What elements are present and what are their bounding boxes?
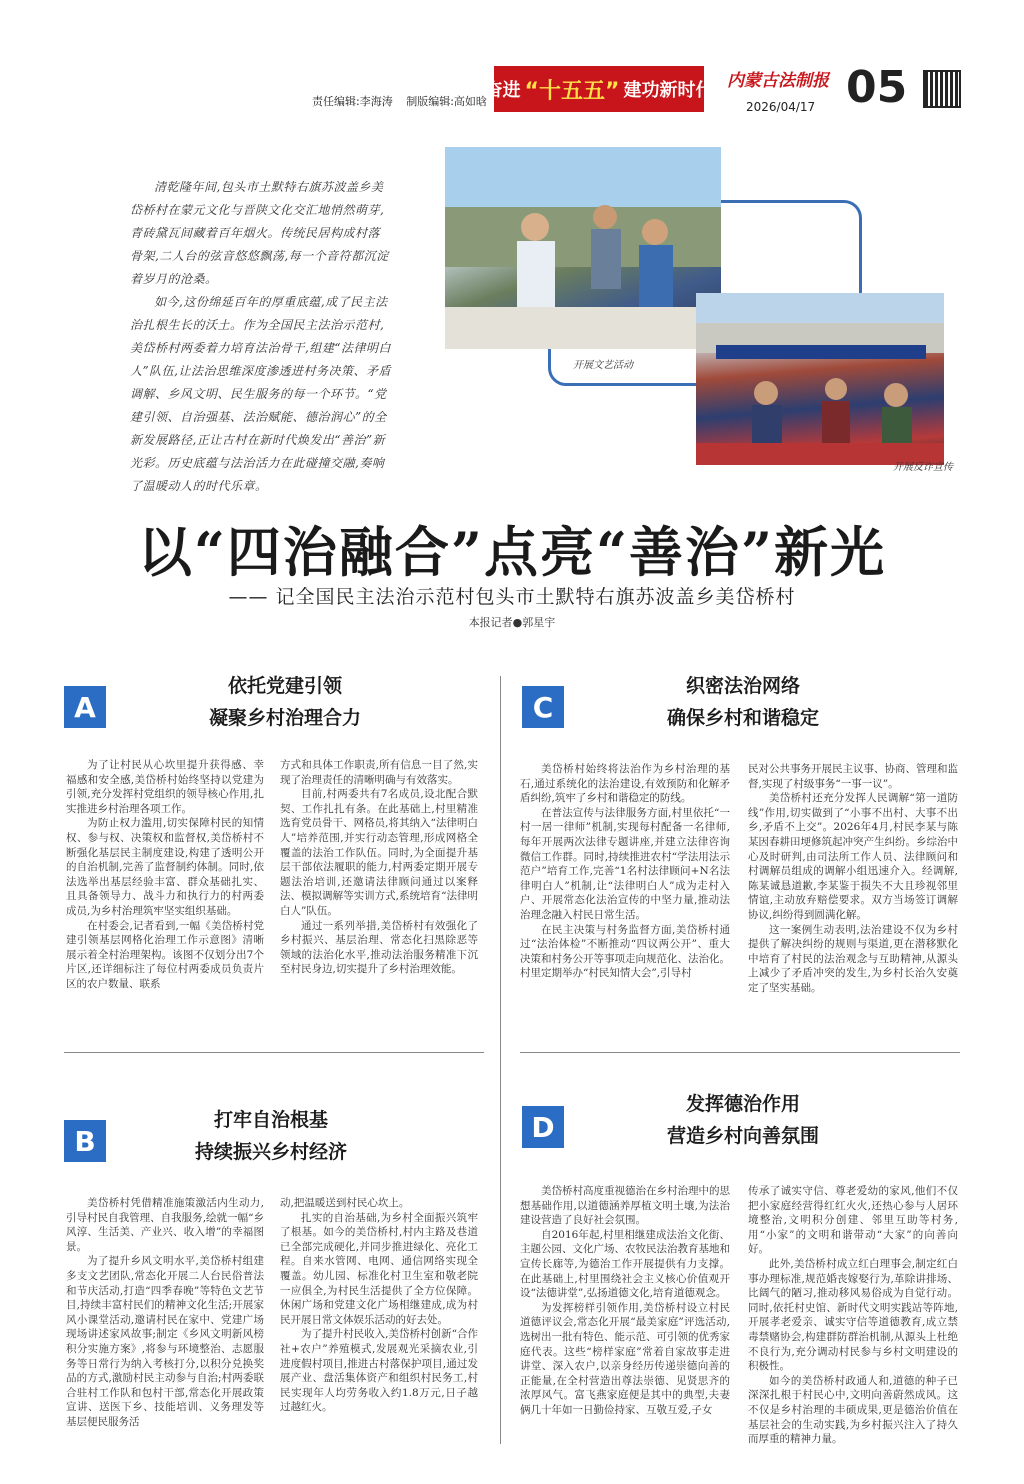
section-b-badge: B bbox=[64, 1120, 106, 1162]
paragraph: 扎实的自治基础,为乡村全面振兴筑牢了根基。如今的美岱桥村,村内主路及巷道已全部完成硬化,并同步推进绿化、亮化工程。自来水管网、电网、通信网络实现全覆盖。幼儿园、标准化村卫生室和敬老院一应俱全,为村民生活提供了全方位保障。休闲广场和党建文化广场相继建成,成为村民开展日常文体娱乐活动的好去处。 bbox=[280, 1211, 478, 1326]
qr-code-icon bbox=[923, 70, 961, 108]
section-a-title bbox=[130, 670, 440, 734]
section-c-column-1 bbox=[520, 762, 730, 981]
paragraph: 传承了诚实守信、尊老爱幼的家风,他们不仅把小家庭经营得红红火火,还热心参与人居环境整治,文明积分创建、邻里互助等村务,用“小家”的文明和谐带动“大家”的向善向好。 bbox=[748, 1185, 958, 1256]
section-d-badge: D bbox=[522, 1106, 564, 1148]
section-b-title bbox=[116, 1104, 426, 1168]
section-d-column-2 bbox=[748, 1184, 958, 1447]
section-divider bbox=[64, 1052, 484, 1053]
section-a-column-2 bbox=[280, 758, 478, 977]
section-title-line: 打牢自治根基 bbox=[213, 1109, 328, 1131]
paragraph: 为防止权力滥用,切实保障村民的知情权、参与权、决策权和监督权,美岱桥村不断强化基层民主制度建设,构建了透明公开的自治机制,完善了监督制约体制。同时,依法选举出基层经验丰富、群众基础扎实、且具备领导力、战斗力和执行力的村两委成员,为乡村治理筑牢坚实组织基础。 bbox=[66, 817, 264, 917]
paragraph: 如今的美岱桥村政通人和,道德的种子已深深扎根于村民心中,文明向善蔚然成风。这不仅是乡村治理的丰硕成果,更是德治价值在基层社会的生动实践,为乡村振兴注入了持久而厚重的精神力量。 bbox=[748, 1374, 958, 1446]
photo-cultural-activity bbox=[445, 147, 721, 349]
column-divider bbox=[500, 676, 501, 1444]
section-a-badge: A bbox=[64, 686, 106, 728]
theme-banner bbox=[484, 66, 714, 112]
intro-paragraph: 清乾隆年间,包头市土默特右旗苏波盖乡美岱桥村在蒙元文化与晋陕文化交汇地悄然萌芽,青砖黛瓦间藏着百年烟火。传统民居构成村落骨架,二人台的弦音悠悠飘荡,每一个音符都沉淀着岁月的沧桑。 bbox=[130, 180, 389, 286]
section-c-badge: C bbox=[522, 686, 564, 728]
intro-paragraph: 如今,这份绵延百年的厚重底蕴,成了民主法治扎根生长的沃土。作为全国民主法治示范村,美岱桥村两委着力培育法治骨干,组建“法律明白人”队伍,让法治思维深度渗透进村务决策、矛盾调解、乡风文明、民生服务的每一个环节。“党建引领、自治强基、法治赋能、德治润心”的全新发展路径,正让古村在新时代焕发出“善治”新光彩。历史底蕴与法治活力在此碰撞交融,奏响了温暖动人的时代乐章。 bbox=[130, 295, 391, 493]
paragraph: 为发挥榜样引领作用,美岱桥村设立村民道德评议会,常态化开展“最美家庭”评选活动,选树出一批有特色、能示范、可引领的优秀家庭代表。这些“榜样家庭”常着自家故事走进讲堂、深入农户,以亲身经历传递崇德向善的正能量,在全村营造出尊法崇德、见贤思齐的浓厚风气。富飞燕家庭便是其中的典型,夫妻俩几十年如一日勤俭持家、互敬互爱,子女 bbox=[520, 1301, 730, 1416]
section-title-line: 发挥德治作用 bbox=[685, 1093, 800, 1115]
paragraph: 民对公共事务开展民主议事、协商、管理和监督,实现了村级事务“一事一议”。 bbox=[748, 763, 958, 790]
paragraph: 美岱桥村凭借精准施策激活内生动力,引导村民自我管理、自我服务,绘就一幅“乡风淳、生活美、产业兴、收入增”的幸福图景。 bbox=[66, 1197, 264, 1253]
issue-date: 2026/04/17 bbox=[746, 100, 816, 114]
layout-editor: 制版编辑:高如晗 bbox=[406, 95, 487, 108]
photo-anti-fraud-image bbox=[696, 293, 944, 465]
banner-pre: 奋进 bbox=[484, 80, 521, 101]
paragraph: 动,把温暖送到村民心坎上。 bbox=[280, 1197, 410, 1209]
paragraph: 方式和具体工作职责,所有信息一目了然,实现了治理责任的清晰明确与有效落实。 bbox=[280, 759, 478, 786]
section-title-line: 营造乡村向善氛围 bbox=[666, 1125, 819, 1147]
paragraph: 为了提升乡风文明水平,美岱桥村组建多支文艺团队,常态化开展二人台民俗普法和节庆活动,打造“四季春晚”等特色文艺节目,持续丰富村民们的精神文化生活;开展家风小课堂活动,邀请村民在家中、党建广场现场讲述家风故事;制定《乡风文明新风榜积分实施方案》,将参与环境整治、志愿服务等日常行为纳入考核打分,以积分兑换奖品的方式,激励村民主动参与自治;村两委联合驻村工作队和包村干部,常态化开展政策宣讲、送医下乡、技能培训、义务理发等基层便民服务活 bbox=[66, 1255, 264, 1428]
newspaper-logo: 内蒙古法制报 bbox=[727, 71, 829, 91]
section-b-column-2 bbox=[280, 1196, 478, 1415]
paragraph: 在村委会,记者看到,一幅《美岱桥村党建引领基层网格化治理工作示意图》清晰展示着全村治理架构。该图不仅划分出7个片区,还详细标注了每位村两委成员负责片区的农户数量、联系 bbox=[66, 919, 264, 990]
banner-post: 建功新时代 bbox=[623, 80, 714, 101]
intro-text bbox=[130, 176, 392, 498]
section-d-title bbox=[588, 1088, 898, 1152]
paragraph: 美岱桥村始终将法治作为乡村治理的基石,通过系统化的法治建设,有效预防和化解矛盾纠纷,筑牢了乡村和谐稳定的防线。 bbox=[520, 763, 730, 805]
photo1-caption: 开展文艺活动 bbox=[573, 360, 633, 371]
paragraph: 这一案例生动表明,法治建设不仅为乡村提供了解决纠纷的规则与渠道,更在潜移默化中培育了村民的法治观念与互助精神,从源头上减少了矛盾冲突的发生,为乡村长治久安奠定了坚实基础。 bbox=[748, 923, 958, 994]
section-a-column-1 bbox=[66, 758, 264, 992]
photo-anti-fraud bbox=[696, 293, 944, 465]
section-title-line: 依托党建引领 bbox=[227, 675, 342, 697]
section-divider bbox=[520, 1052, 960, 1053]
paragraph: 为了让村民从心坎里提升获得感、幸福感和安全感,美岱桥村始终坚持以党建为引领,充分发挥村党组织的领导核心作用,扎实推进乡村治理各项工作。 bbox=[66, 759, 264, 815]
section-title-line: 确保乡村和谐稳定 bbox=[666, 707, 819, 729]
paragraph: 在普法宣传与法律服务方面,村里依托“一村一居一律师”机制,实现每村配备一名律师,每年开展两次法律专题讲座,并建立法律咨询微信工作群。同时,持续推进农村“学法用法示范户”培育工作,完善“1名村法律顾问+N名法律明白人”机制,让“法律明白人”成为走村入户、开展常态化法治宣传的中坚力量,推动法治理念融入村民日常生活。 bbox=[520, 806, 730, 921]
paragraph: 此外,美岱桥村成立红白理事会,制定红白事办理标准,规范婚丧嫁娶行为,革除讲排场、比阔气的陋习,推动移风易俗成为自觉行动。同时,依托村史馆、新时代文明实践站等阵地,开展孝老爱亲、诚实守信等道德教育,成立禁毒禁赌协会,构建群防群治机制,从源头上杜绝不良行为,充分调动村民参与乡村文明建设的积极性。 bbox=[748, 1257, 958, 1373]
paragraph: 美岱桥村还充分发挥人民调解“第一道防线”作用,切实做到了“小事不出村、大事不出乡,矛盾不上交”。2026年4月,村民李某与陈某因春耕田埂修筑起冲突产生纠纷。乡综治中心及时研判,由司法所工作人员、法律顾问和村调解员组成的调解小组迅速介入。经调解,陈某诚恳道歉,李某鉴于损失不大且珍视邻里情谊,主动放弃赔偿要求。双方当场签订调解协议,纠纷得到圆满化解。 bbox=[748, 792, 958, 921]
paragraph: 美岱桥村高度重视德治在乡村治理中的思想基础作用,以道德涵养厚植文明土壤,为法治建设营造了良好社会氛围。 bbox=[520, 1185, 730, 1227]
section-d-column-1 bbox=[520, 1184, 730, 1418]
paragraph: 自2016年起,村里相继建成法治文化街、主题公园、文化广场、农牧民法治教育基地和宣传长廊等,为德治工作开展提供有力支撑。在此基础上,村里围绕社会主义核心价值观开设“法德讲堂”,弘扬道德文化,培育道德观念。 bbox=[520, 1228, 730, 1300]
page-number: 05 bbox=[846, 62, 908, 113]
headline: 以“四治融合”点亮“善治”新光 bbox=[137, 520, 887, 584]
section-c-column-2 bbox=[748, 762, 958, 996]
section-title-line: 凝聚乡村治理合力 bbox=[208, 707, 361, 729]
section-b-column-1 bbox=[66, 1196, 264, 1430]
section-c-title bbox=[588, 670, 898, 734]
paragraph: 通过一系列举措,美岱桥村有效强化了乡村振兴、基层治理、常态化扫黑除恶等领域的法治化水平,推动法治服务精准下沉至村民身边,切实提升了乡村治理效能。 bbox=[280, 919, 478, 976]
byline: 本报记者●郭星宇 bbox=[468, 616, 556, 629]
paragraph: 在民主决策与村务监督方面,美岱桥村通过“法治体检”不断推动“四议两公开”、重大决策和村务公开等事项走向规范化、法治化。村里定期举办“村民知情大会”,引导村 bbox=[520, 923, 730, 980]
paragraph: 为了提升村民收入,美岱桥村创新“合作社+农户”养殖模式,发展观光采摘农业,引进度假村项目,推进古村落保护项目,通过发展产业、盘活集体资产和组织村民务工,村民实现年人均劳务收入约1.8万元,日子越过越红火。 bbox=[280, 1328, 478, 1414]
editor-credits bbox=[312, 93, 497, 109]
banner-highlight: “十五五” bbox=[524, 78, 620, 104]
paragraph: 目前,村两委共有7名成员,设北配合默契、工作扎扎有条。在此基础上,村里精准选育党员骨干、网格员,将其纳入“法律明白人”培养范围,并实行动态管理,形成网格全覆盖的法治工作队伍。同时,为全面提升基层干部依法履职的能力,村两委定期开展专题法治培训,还邀请法律顾问通过以案释法、模拟调解等实训方式,系统培育“法律明白人”队伍。 bbox=[280, 788, 478, 917]
photo2-caption: 开展反诈宣传 bbox=[893, 462, 953, 473]
section-title-line: 织密法治网络 bbox=[685, 675, 800, 697]
editor: 责任编辑:李海涛 bbox=[312, 95, 393, 108]
subheadline: —— 记全国民主法治示范村包头市土默特右旗苏波盖乡美岱桥村 bbox=[228, 586, 796, 608]
photo-cultural-activity-image bbox=[445, 147, 721, 349]
section-title-line: 持续振兴乡村经济 bbox=[194, 1141, 347, 1163]
